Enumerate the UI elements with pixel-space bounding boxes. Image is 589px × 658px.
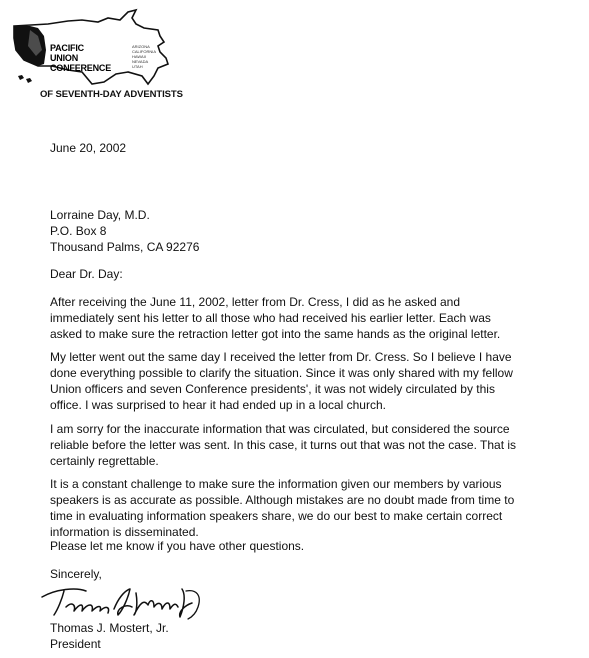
handwritten-signature — [36, 585, 216, 621]
paragraph-line: After receiving the June 11, 2002, letter from Dr. Cress, I did as he asked and — [50, 295, 460, 309]
paragraph-line: It is a constant challenge to make sure the information given our members by various — [50, 477, 502, 491]
state-item: CALIFORNIA — [132, 49, 157, 54]
paragraph-line: My letter went out the same day I received the letter from Dr. Cress. So I believe I have — [50, 350, 512, 364]
org-line: PACIFIC — [50, 43, 84, 53]
paragraph-line: Union officers and seven Conference presidents', it was not widely circulated by this — [50, 382, 495, 396]
paragraph-line: information is disseminated. — [50, 525, 199, 539]
recipient-address-line-1: P.O. Box 8 — [50, 224, 107, 238]
salutation: Dear Dr. Day: — [50, 267, 123, 281]
paragraph-line: asked to make sure the retraction letter got into the same hands as the original letter. — [50, 327, 501, 341]
body-paragraph-2 — [50, 349, 570, 413]
letterhead — [8, 6, 208, 98]
recipient-address-line-2: Thousand Palms, CA 92276 — [50, 240, 200, 254]
closing: Sincerely, — [50, 567, 102, 581]
signer-title: President — [50, 637, 101, 651]
state-item: NEVADA — [132, 59, 149, 64]
body-paragraph-1 — [50, 294, 570, 342]
paragraph-line: office. I was surprised to hear it had ended up in a local church. — [50, 398, 386, 412]
state-item: UTAH — [132, 64, 143, 69]
paragraph-line: certainly regrettable. — [50, 454, 159, 468]
body-paragraph-3 — [50, 421, 570, 469]
paragraph-line: time in evaluating information speakers share, we do our best to make certain correct — [50, 509, 503, 523]
organization-subtitle: OF SEVENTH-DAY ADVENTISTS — [40, 89, 183, 100]
recipient-name: Lorraine Day, M.D. — [50, 208, 150, 222]
state-item: ARIZONA — [132, 44, 150, 49]
organization-name — [50, 43, 111, 73]
paragraph-line: immediately sent his letter to all those who had received his earlier letter. Each was — [50, 311, 491, 325]
signer-name: Thomas J. Mostert, Jr. — [50, 621, 169, 635]
org-line: UNION — [50, 53, 78, 63]
paragraph-line: done everything possible to clarify the situation. Since it was only shared with my fellow — [50, 366, 513, 380]
states-list — [132, 44, 156, 69]
letter-date: June 20, 2002 — [50, 141, 127, 155]
paragraph-line: Please let me know if you have other questions. — [50, 539, 305, 553]
paragraph-line: reliable before the letter was sent. In this case, it turns out that was not the case. That is — [50, 438, 517, 452]
paragraph-line: I am sorry for the inaccurate information that was circulated, but considered the source — [50, 422, 510, 436]
org-line: CONFERENCE — [50, 63, 112, 73]
body-paragraph-4 — [50, 476, 570, 540]
state-item: HAWAII — [132, 54, 146, 59]
paragraph-line: speakers is as accurate as possible. Although mistakes are no doubt made from time to — [50, 493, 515, 507]
body-paragraph-5 — [50, 538, 570, 554]
